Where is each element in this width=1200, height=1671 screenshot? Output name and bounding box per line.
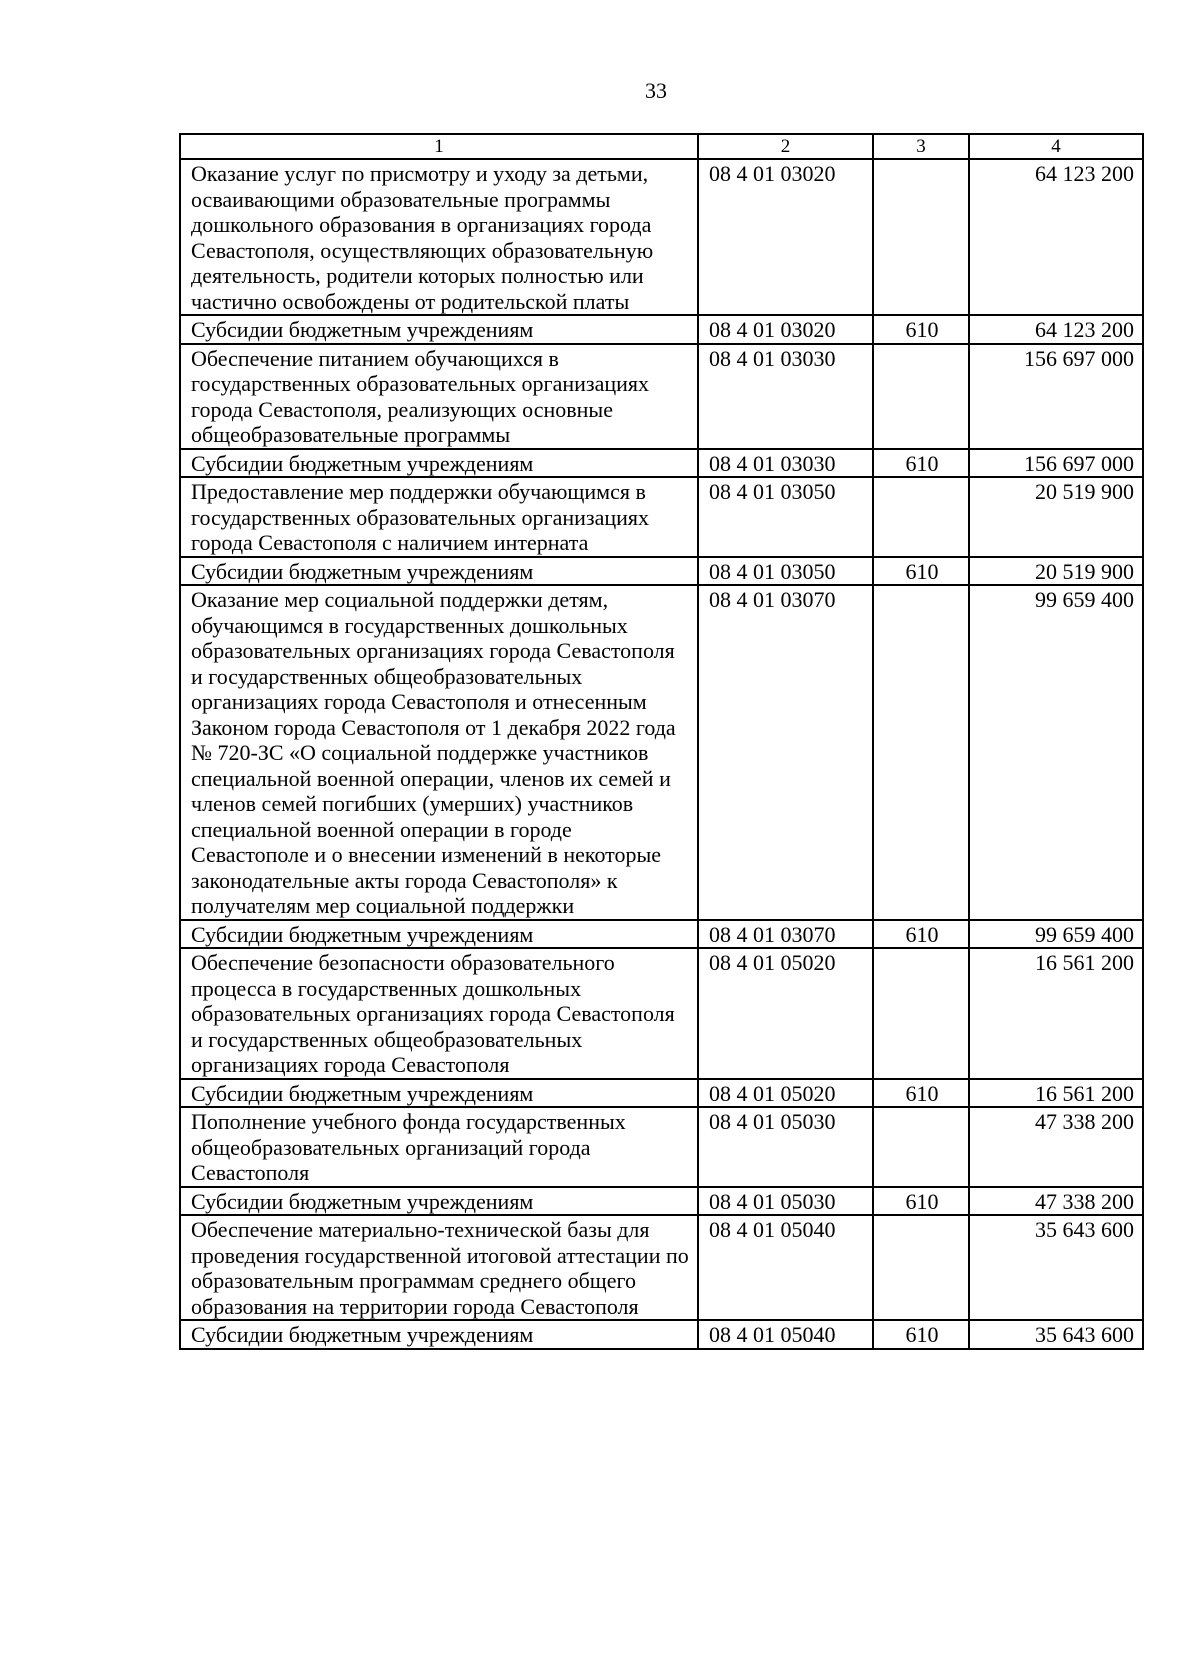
row-name-cell: Обеспечение питанием обучающихся в государственных образовательных организациях города Севастополя, реализующих основные общеобразовательные программы	[180, 344, 698, 449]
column-header-amount: 4	[969, 134, 1143, 159]
row-code-cell: 08 4 01 03020	[698, 315, 873, 344]
row-amount-cell: 47 338 200	[969, 1107, 1143, 1187]
row-type-cell: 610	[873, 557, 969, 586]
row-code-cell: 08 4 01 05030	[698, 1107, 873, 1187]
row-name-cell: Оказание мер социальной поддержки детям, обучающимся в государственных дошкольных образовательных организациях города Севастополя и государственных общеобразовательных организациях города Севастополя и отнесенным Законом города Севастополя от 1 декабря 2022 года № 720-ЗС «О социальной поддержке участников специальной военной операции, членов их семей и членов семей погибших (умерших) участников специальной военной операции в городе Севастополе и о внесении изменений в некоторые законодательные акты города Севастополя» к получателям мер социальной поддержки	[180, 585, 698, 920]
table-row	[180, 557, 1143, 586]
row-type-cell	[873, 1107, 969, 1187]
row-type-cell: 610	[873, 1320, 969, 1349]
column-header-name: 1	[180, 134, 698, 159]
row-type-cell	[873, 159, 969, 315]
row-name-cell: Субсидии бюджетным учреждениям	[180, 1079, 698, 1108]
table-row	[180, 344, 1143, 449]
row-type-cell: 610	[873, 1187, 969, 1216]
page-number: 33	[645, 78, 667, 103]
budget-table	[179, 133, 1144, 1350]
row-name-cell: Предоставление мер поддержки обучающимся в государственных образовательных организациях города Севастополя с наличием интерната	[180, 477, 698, 557]
row-name-cell: Субсидии бюджетным учреждениям	[180, 557, 698, 586]
row-amount-cell: 99 659 400	[969, 585, 1143, 920]
table-row	[180, 1107, 1143, 1187]
row-type-cell	[873, 344, 969, 449]
row-name-cell: Субсидии бюджетным учреждениям	[180, 920, 698, 949]
row-name-cell: Субсидии бюджетным учреждениям	[180, 315, 698, 344]
table-row	[180, 920, 1143, 949]
row-name-cell: Пополнение учебного фонда государственных общеобразовательных организаций города Севастополя	[180, 1107, 698, 1187]
row-code-cell: 08 4 01 03020	[698, 159, 873, 315]
row-name-cell: Субсидии бюджетным учреждениям	[180, 1320, 698, 1349]
row-code-cell: 08 4 01 05020	[698, 948, 873, 1079]
table-body	[180, 159, 1143, 1349]
table-row	[180, 449, 1143, 478]
row-name-cell: Обеспечение безопасности образовательного процесса в государственных дошкольных образовательных организациях города Севастополя и государственных общеобразовательных организациях города Севастополя	[180, 948, 698, 1079]
row-type-cell: 610	[873, 920, 969, 949]
row-amount-cell: 99 659 400	[969, 920, 1143, 949]
row-name-cell: Оказание услуг по присмотру и уходу за детьми, осваивающими образовательные программы дошкольного образования в организациях города Севастополя, осуществляющих образовательную деятельность, родители которых полностью или частично освобождены от родительской платы	[180, 159, 698, 315]
table-row	[180, 585, 1143, 920]
row-code-cell: 08 4 01 05040	[698, 1215, 873, 1320]
row-name-cell: Обеспечение материально-технической базы для проведения государственной итоговой аттестации по образовательным программам среднего общего образования на территории города Севастополя	[180, 1215, 698, 1320]
table-header-row	[180, 134, 1143, 159]
table-row	[180, 315, 1143, 344]
row-name-cell: Субсидии бюджетным учреждениям	[180, 449, 698, 478]
row-type-cell	[873, 585, 969, 920]
row-code-cell: 08 4 01 03070	[698, 920, 873, 949]
row-type-cell	[873, 1215, 969, 1320]
row-amount-cell: 20 519 900	[969, 557, 1143, 586]
row-code-cell: 08 4 01 05040	[698, 1320, 873, 1349]
row-code-cell: 08 4 01 03070	[698, 585, 873, 920]
row-code-cell: 08 4 01 03050	[698, 477, 873, 557]
row-amount-cell: 156 697 000	[969, 344, 1143, 449]
table-row	[180, 1079, 1143, 1108]
row-code-cell: 08 4 01 03050	[698, 557, 873, 586]
table-row	[180, 1320, 1143, 1349]
row-amount-cell: 35 643 600	[969, 1320, 1143, 1349]
column-header-code: 2	[698, 134, 873, 159]
row-amount-cell: 20 519 900	[969, 477, 1143, 557]
table-row	[180, 1215, 1143, 1320]
row-amount-cell: 47 338 200	[969, 1187, 1143, 1216]
row-code-cell: 08 4 01 03030	[698, 344, 873, 449]
row-type-cell: 610	[873, 1079, 969, 1108]
row-amount-cell: 64 123 200	[969, 315, 1143, 344]
row-code-cell: 08 4 01 05030	[698, 1187, 873, 1216]
row-type-cell: 610	[873, 449, 969, 478]
row-type-cell	[873, 948, 969, 1079]
row-amount-cell: 16 561 200	[969, 1079, 1143, 1108]
row-type-cell: 610	[873, 315, 969, 344]
row-code-cell: 08 4 01 05020	[698, 1079, 873, 1108]
row-amount-cell: 16 561 200	[969, 948, 1143, 1079]
table-row	[180, 948, 1143, 1079]
row-name-cell: Субсидии бюджетным учреждениям	[180, 1187, 698, 1216]
table-row	[180, 1187, 1143, 1216]
row-code-cell: 08 4 01 03030	[698, 449, 873, 478]
table-row	[180, 477, 1143, 557]
row-amount-cell: 64 123 200	[969, 159, 1143, 315]
table-row	[180, 159, 1143, 315]
row-amount-cell: 35 643 600	[969, 1215, 1143, 1320]
row-amount-cell: 156 697 000	[969, 449, 1143, 478]
column-header-type: 3	[873, 134, 969, 159]
row-type-cell	[873, 477, 969, 557]
